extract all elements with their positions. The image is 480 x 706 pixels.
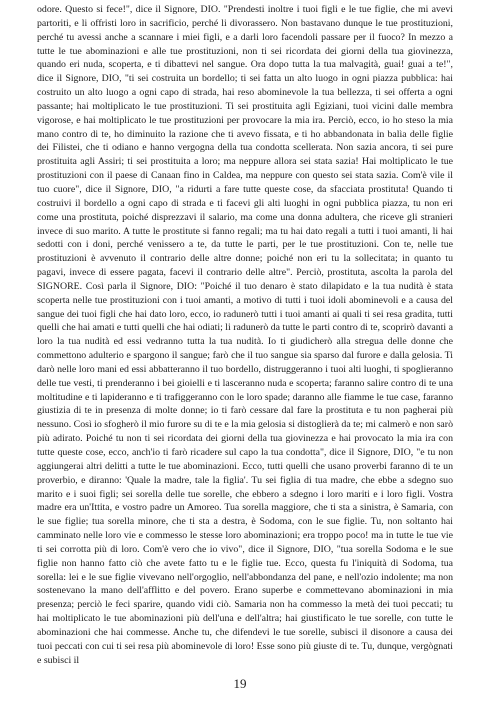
page-number: 19 bbox=[233, 676, 247, 691]
body-text: odore. Questo si fece!", dice il Signore, DIO. "Prendesti inoltre i tuoi figli e le tue figlie, che mi avevi partoriti, e li offristi loro in sacrificio, perché li divorassero. Non bastavano dunque le tue prostituzioni, perché tu avessi anche a scannare i miei figli, e a darli loro facendoli passare per il fuoco? In mezzo a tutte le tue abominazioni e alle tue prostituzioni, non ti sei ricordata dei giorni della tua giovinezza, quando eri nuda, scoperta, e ti dibattevi nel sangue. Ora dopo tutta la tua malvagità, guai! guai a te!", dice il Signore, DIO, "ti sei costruita un bordello; ti sei fatta un alto luogo in ogni piazza pubblica: hai costruito un alto luogo a ogni capo di strada, hai reso abominevole la tua bellezza, ti sei offerta a ogni passante; hai moltiplicato le tue prostituzioni. Ti sei prostituita agli Egiziani, tuoi vicini dalle membra vigorose, e hai moltiplicato le tue prostituzioni per provocare la mia ira. Perciò, ecco, io ho steso la mia mano contro di te, ho diminuito la razione che ti avevo fissata, e ti ho abbandonata in balìa delle figlie dei Filistei, che ti odiano e hanno vergogna della tua condotta scellerata. Non sazia ancora, ti sei pure prostituita agli Assiri; ti sei prostituita a loro; ma neppure allora sei stata sazia! Hai moltiplicato le tue prostituzioni con il paese di Canaan fino in Caldea, ma neppure con questo sei stata sazia. Com'è vile il tuo cuore", dice il Signore, DIO, "a ridurti a fare tutte queste cose, da sfacciata prostituta! Quando ti costruivi il bordello a ogni capo di strada e ti facevi gli alti luoghi in ogni pubblica piazza, tu non eri come una prostituta, poiché disprezzavi il salario, ma come una donna adultera, che riceve gli stranieri invece di suo marito. A tutte le prostitute si fanno regali; ma tu hai dato regali a tutti i tuoi amanti, li hai sedotti con i doni, perché venissero a te, da tutte le parti, per le tue prostituzioni. Con te, nelle tue prostituzioni è avvenuto il contrario delle altre donne; poiché non eri tu la sollecitata; in quanto tu pagavi, invece di essere pagata, facevi il contrario delle altre". Perciò, prostituta, ascolta la parola del SIGNORE. Così parla il Signore, DIO: "Poiché il tuo denaro è stato dilapidato e la tua nudità è stata scoperta nelle tue prostituzioni con i tuoi amanti, a motivo di tutti i tuoi idoli abominevoli e a causa del sangue dei tuoi figli che hai dato loro, ecco, io radunerò tutti i tuoi amanti ai quali ti sei resa gradita, tutti quelli che hai amati e tutti quelli che hai odiati; li radunerò da tutte le parti contro di te, scoprirò davanti a loro la tua nudità ed essi vedranno tutta la tua nudità. Io ti giudicherò alla stregua delle donne che commettono adulterio e spargono il sangue; farò che il tuo sangue sia sparso dal furore e dalla gelosia. Ti darò nelle loro mani ed essi abbatteranno il tuo bordello, distruggeranno i tuoi alti luoghi, ti spoglieranno delle tue vesti, ti prenderanno i bei gioielli e ti lasceranno nuda e scoperta; faranno salire contro di te una moltitudine e ti lapideranno e ti trafiggeranno con le loro spade; daranno alle fiamme le tue case, faranno giustizia di te in presenza di molte donne; io ti farò cessare dal fare la prostituta e tu non pagherai più nessuno. Così io sfogherò il mio furore su di te e la mia gelosia si distoglierà da te; mi calmerò e non sarò più adirato. Poiché tu non ti sei ricordata dei giorni della tua giovinezza e hai provocato la mia ira con tutte queste cose, ecco, anch'io ti farò ricadere sul capo la tua condotta", dice il Signore, DIO, "e tu non aggiungerai altri delitti a tutte le tue abominazioni. Ecco, tutti quelli che usano proverbi faranno di te un proverbio, e diranno: 'Quale la madre, tale la figlia'. Tu sei figlia di tua madre, che ebbe a sdegno suo marito e i suoi figli; sei sorella delle tue sorelle, che ebbero a sdegno i loro mariti e i loro figli. Vostra madre era un'Ittita, e vostro padre un Amoreo. Tua sorella maggiore, che ti sta a sinistra, è Samaria, con le sue figlie; tua sorella minore, che ti sta a destra, è Sodoma, con le sue figlie. Tu, non soltanto hai camminato nelle loro vie e commesso le stesse loro abominazioni; era troppo poco! ma in tutte le tue vie ti sei corrotta più di loro. Com'è vero che io vivo", dice il Signore, DIO, "tua sorella Sodoma e le sue figlie non hanno fatto ciò che avete fatto tu e le figlie tue. Ecco, questa fu l'iniquità di Sodoma, tua sorella: lei e le sue figlie vivevano nell'orgoglio, nell'abbondanza del pane, e nell'ozio indolente; ma non sostenevano la mano dell'afflitto e del povero. Erano superbe e commettevano abominazioni in mia presenza; perciò le feci sparire, quando vidi ciò. Samaria non ha commesso la metà dei tuoi peccati; tu hai moltiplicato le tue abominazioni più dell'una e dell'altra; hai giustificato le tue sorelle, con tutte le abominazioni che hai commesse. Anche tu, che difendevi le tue sorelle, subisci il disonore a causa dei tuoi peccati con cui ti sei resa più abominevole di loro! Esse sono più giuste di te. Tu, dunque, vergògnati e subisci il bbox=[37, 4, 453, 666]
